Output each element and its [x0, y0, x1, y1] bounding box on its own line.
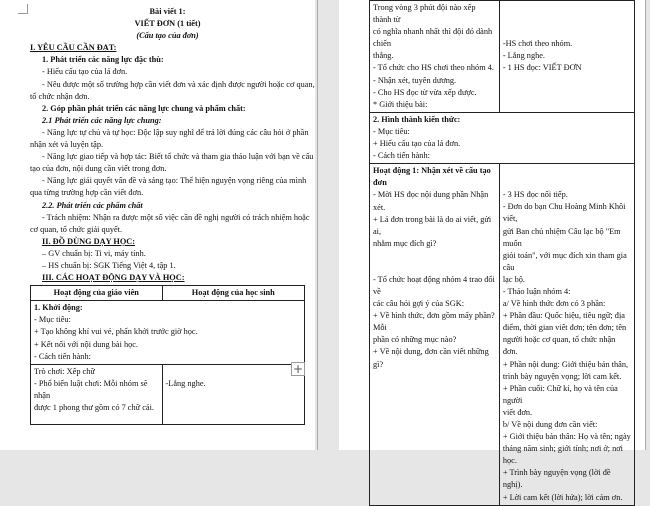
- table-cell-line: + Phần đầu: Quốc hiệu, tiêu ngữ; địa: [502, 311, 625, 321]
- table-cell-line: trình bày nguyện vọng; lời cam kết.: [502, 371, 622, 381]
- table-cell-line: - Cho HS đọc từ vừa xếp được.: [373, 87, 477, 97]
- table-cell-line: - Cách tiến hành:: [34, 351, 91, 361]
- paragraph-line: - Năng lực giải quyết vấn đề và sáng tạo: Thể hiện nguyện vọng riêng của mình: [42, 176, 307, 186]
- paragraph-line: qua từng trường hợp cần viết đơn.: [30, 188, 144, 198]
- table-cell-line: - Nhận xét, tuyên dương.: [373, 75, 457, 85]
- table-cell-line: phần có những mục nào?: [373, 335, 457, 345]
- table-cell-line: + Về nội dung, đơn cần viết những gì?: [373, 347, 489, 369]
- table-header-student: Hoạt động của học sinh: [162, 286, 304, 301]
- table-cell-line: + Giới thiệu bản thân: Họ và tên; ngày: [502, 432, 631, 442]
- table-cell-line: Trong vòng 3 phút đội nào xếp thành từ: [373, 3, 476, 25]
- table-cell-line: gửi Ban chủ nhiệm Câu lạc bộ "Em muốn: [502, 226, 621, 248]
- table-cell-line: + Phần nội dung: Giới thiệu bản thân,: [502, 359, 629, 369]
- paragraph-line: – GV chuẩn bị: Ti vi, máy tính.: [42, 248, 146, 258]
- table-cell-line: - Phổ biến luật chơi: Mỗi nhóm sẽ nhận: [34, 378, 148, 400]
- section-heading: I. YÊU CẦU CẦN ĐẠT:: [30, 43, 117, 53]
- table-cell-teacher: [31, 364, 163, 424]
- table-cell-line: + Phần cuối: Chữ kí, họ và tên của người: [502, 383, 618, 405]
- table-cell-line: - Thảo luận nhóm 4:: [502, 286, 571, 296]
- table-cell-line: a/ Về hình thức đơn có 3 phần:: [502, 299, 606, 309]
- table-cell-line: -Lắng nghe.: [165, 378, 206, 388]
- paragraph-line: - Trách nhiệm: Nhận ra được một số việc cần đề nghị người có trách nhiệm hoặc: [42, 212, 310, 222]
- table-cell-line: - Tổ chức cho HS chơi theo nhóm 4.: [373, 63, 494, 73]
- section-heading: III. CÁC HOẠT ĐỘNG DẠY VÀ HỌC:: [42, 273, 185, 283]
- table-cell-teacher: [370, 1, 500, 113]
- table-cell-line: b/ Về nội dung đơn cần viết:: [502, 420, 598, 429]
- paragraph-line: - Năng lực giao tiếp và hợp tác: Biết tổ chức và tham gia thảo luận với bạn về cấu: [42, 152, 314, 162]
- table-cell-line: - Mục tiêu:: [34, 315, 71, 325]
- table-cell-line: + Tạo không khí vui vẻ, phấn khởi trước giờ học.: [34, 327, 198, 337]
- table-cell-line: + Kết nối với nội dung bài học.: [34, 339, 139, 349]
- table-cell-line: được 1 phong thư gồm có 7 chữ cái.: [34, 403, 154, 412]
- activity-table: [30, 285, 305, 425]
- add-row-button[interactable]: +: [292, 362, 304, 376]
- table-cell-student: [162, 364, 304, 424]
- table-cell-line: * Giới thiệu bài:: [373, 99, 428, 109]
- margin-corner-mark: [18, 4, 28, 14]
- subsection-heading: 2.1 Phát triển các năng lực chung:: [42, 115, 162, 125]
- table-cell-line: + Lá đơn trong bài là do ai viết, gửi ai,: [373, 214, 492, 236]
- table-cell-line: Trò chơi: Xếp chữ: [34, 366, 95, 376]
- table-section-heading: 2. Hình thành kiến thức:: [373, 114, 461, 124]
- lesson-label: Bài viết 1:: [149, 7, 186, 16]
- subsection-heading: 2. Góp phần phát triển các năng lực chung và phẩm chất:: [42, 103, 246, 113]
- paragraph-line: cơ quan, tổ chức giải quyết.: [30, 224, 123, 234]
- paragraph-line: nhận xét và luyện tập.: [30, 140, 104, 150]
- table-cell-line: người hoặc cơ quan, tổ chức nhận đơn.: [502, 335, 616, 357]
- table-cell-line: có nghĩa nhanh nhất thì đội đó dành chiến: [373, 27, 493, 49]
- table-cell-line: - Tổ chức hoạt động nhóm 4 trao đổi về: [373, 274, 495, 296]
- table-cell-line: + Về hình thức, đơn gồm mấy phần? Mỗi: [373, 311, 495, 333]
- table-cell-line: điểm, thời gian viết đơn; tên đơn; tên: [502, 323, 627, 333]
- paragraph-line: – HS chuẩn bị: SGK Tiếng Việt 4, tập 1.: [42, 260, 176, 270]
- document-page-left: [0, 0, 315, 450]
- table-section-heading: 1. Khởi động:: [34, 303, 83, 313]
- paragraph-line: - Năng lực tự chủ và tự học: Độc lập suy nghĩ để trả lời đúng các câu hỏi ở phần: [42, 127, 309, 137]
- table-cell-line: -HS chơi theo nhóm.: [502, 39, 573, 48]
- table-cell-line: các câu hỏi gợi ý của SGK:: [373, 299, 465, 309]
- page-edge-line: [317, 0, 318, 450]
- table-cell-line: giỏi toán", với mục đích xin tham gia câu: [502, 250, 627, 272]
- lesson-subtitle: (Cấu tạo của đơn): [136, 31, 199, 41]
- table-cell-line: nhằm mục đích gì?: [373, 238, 437, 248]
- paragraph-line: tạo của đơn, nội dung cần viết trong đơn.: [30, 164, 167, 174]
- activity-table-continued: [369, 0, 635, 506]
- table-cell-teacher: [370, 164, 500, 505]
- table-cell-line: tháng năm sinh; giới tính; nơi ở; nơi học.: [502, 444, 623, 466]
- table-cell-line: - Đơn do bạn Chu Hoàng Minh Khôi viết,: [502, 202, 626, 224]
- table-cell-line: - Lắng nghe.: [502, 51, 546, 61]
- table-cell-line: thắng.: [373, 51, 394, 61]
- table-cell-line: viết đơn.: [502, 407, 533, 417]
- table-cell-line: lạc bộ.: [502, 274, 525, 284]
- paragraph-line: tổ chức nhận đơn.: [30, 91, 90, 101]
- document-page-right: [339, 0, 645, 502]
- table-header-teacher: Hoạt động của giáo viên: [31, 286, 163, 301]
- paragraph-line: - Nêu được một số trường hợp cần viết đơn và xác định được người hoặc cơ quan,: [42, 79, 315, 89]
- table-cell-student: [499, 1, 634, 113]
- section-heading: II. ĐỒ DÙNG DẠY HỌC:: [42, 236, 136, 246]
- subsection-heading: 2.2. Phát triển các phẩm chất: [42, 200, 143, 210]
- table-cell-line: - Mục tiêu:: [373, 126, 410, 136]
- table-cell-line: + Lời cam kết (lời hứa); lời cảm ơn.: [502, 492, 623, 502]
- table-cell-student: [499, 164, 634, 505]
- table-cell-line: - 1 HS đọc: VIẾT ĐƠN: [502, 63, 582, 73]
- table-cell-line: - Cách tiến hành:: [373, 151, 430, 161]
- table-cell-line: + Hiểu cấu tạo của lá đơn.: [373, 139, 461, 149]
- page-gap: [317, 0, 337, 450]
- subsection-heading: 1. Phát triển các năng lực đặc thù:: [42, 55, 164, 65]
- page-edge-line: [645, 0, 646, 450]
- table-row: [31, 301, 305, 364]
- table-cell-line: + Trình bày nguyện vọng (lời đề nghị).: [502, 468, 611, 490]
- table-cell-line: - Mời HS đọc nội dung phần Nhận xét.: [373, 190, 489, 212]
- table-cell-line: - 3 HS đọc nối tiếp.: [502, 190, 568, 200]
- lesson-title: VIẾT ĐƠN (1 tiết): [134, 19, 201, 29]
- activity-heading: Hoạt động 1: Nhận xét về cấu tạo đơn: [373, 166, 491, 188]
- table-row: [370, 112, 635, 163]
- paragraph-line: - Hiểu cấu tạo của lá đơn.: [42, 67, 128, 77]
